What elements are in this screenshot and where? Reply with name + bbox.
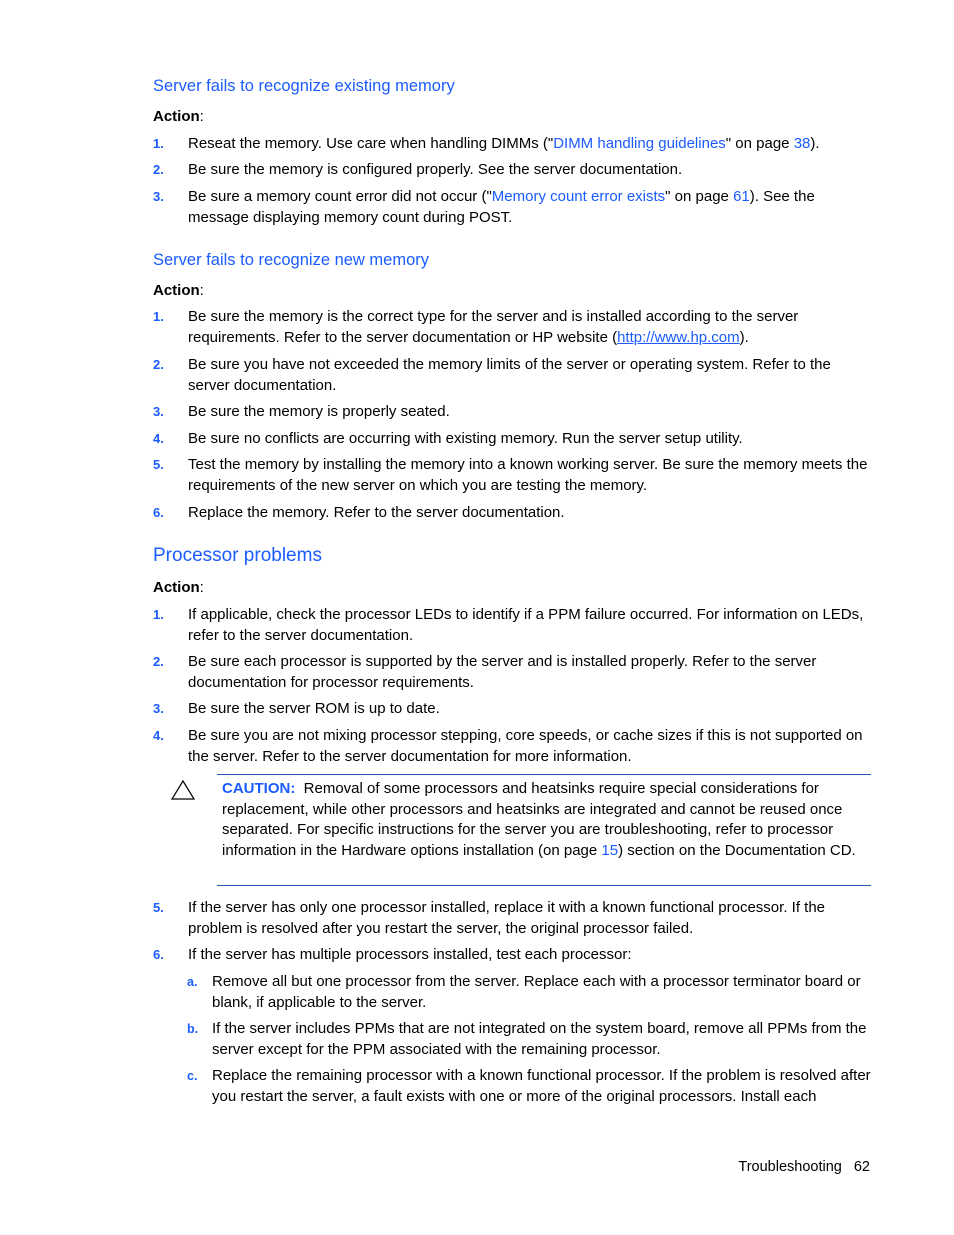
page-number: 62: [853, 1159, 870, 1175]
hp-website-link[interactable]: http://www.hp.com: [617, 328, 740, 346]
footer-section-name: Troubleshooting: [738, 1159, 842, 1175]
list-item: 1. Reseat the memory. Use care when handling DIMMs ("DIMM handling guidelines" on page 38).: [153, 135, 820, 152]
action-label: Action:: [153, 282, 204, 299]
list-item: 3. Be sure a memory count error did not occur ("Memory count error exists" on page 61). See the message displaying memory count during POST.: [153, 188, 815, 226]
page-38-link[interactable]: 38: [793, 135, 811, 152]
action-label: Action:: [153, 108, 204, 125]
list-item: 6. If the server has multiple processors installed, test each processor:: [153, 946, 632, 963]
heading-processor-problems: Processor problems: [153, 545, 322, 566]
warning-triangle-icon: [171, 780, 195, 800]
caution-text: CAUTION: Removal of some processors and heatsinks require special considerations for replacement, while other processors and heatsinks are integrated and cannot be reused once separated. For specific instructions for the server you are troubleshooting, refer to processor information in the Hardware options installation (on page 15) section on the Documentation CD.: [222, 780, 856, 859]
sub-list-item: a. Remove all but one processor from the server. Replace each with a processor terminator board or blank, if applicable to the server.: [187, 973, 861, 1011]
dimm-handling-link[interactable]: DIMM handling guidelines: [553, 135, 726, 152]
list-item: 5. Test the memory by installing the memory into a known working server. Be sure the memory meets the requirements of the new server on which you are testing the memory.: [153, 456, 868, 494]
list-item: 2. Be sure you have not exceeded the memory limits of the server or operating system. Refer to the server documentation.: [153, 356, 831, 394]
heading-new-memory: Server fails to recognize new memory: [153, 251, 430, 269]
list-item: 4. Be sure no conflicts are occurring with existing memory. Run the server setup utility.: [153, 430, 743, 447]
list-item: 5. If the server has only one processor installed, replace it with a known functional processor. If the problem is resolved after you restart the server, the original processor failed.: [153, 899, 826, 937]
list-item: 1. If applicable, check the processor LEDs to identify if a PPM failure occurred. For information on LEDs, refer to the server documentation.: [153, 606, 864, 644]
caution-label: CAUTION:: [222, 780, 296, 797]
list-item: 3. Be sure the memory is properly seated.: [153, 403, 450, 420]
sub-list-item: b. If the server includes PPMs that are not integrated on the system board, remove all PPMs from the server except for the PPM associated with the remaining processor.: [187, 1020, 867, 1058]
list-item: 2. Be sure each processor is supported by the server and is installed properly. Refer to the server documentation for processor requirements.: [153, 653, 817, 691]
list-item: 3. Be sure the server ROM is up to date.: [153, 700, 440, 717]
page-footer: [738, 1159, 870, 1175]
list-item: 1. Be sure the memory is the correct type for the server and is installed according to the server requirements. Refer to the server documentation or HP website (http://www.hp.com).: [153, 308, 799, 346]
page-15-link[interactable]: 15: [601, 841, 619, 859]
caution-box: [217, 774, 871, 886]
heading-existing-memory: Server fails to recognize existing memory: [153, 77, 455, 95]
list-item: 2. Be sure the memory is configured properly. See the server documentation.: [153, 161, 683, 178]
sub-list-item: c. Replace the remaining processor with a known functional processor. If the problem is resolved after you restart the server, a fault exists with one or more of the original processors. Install each: [187, 1067, 871, 1105]
page-61-link[interactable]: 61: [733, 188, 750, 205]
memory-count-error-link[interactable]: Memory count error exists: [491, 188, 666, 205]
action-label: Action:: [153, 579, 204, 596]
list-item: 4. Be sure you are not mixing processor stepping, core speeds, or cache sizes if this is not supported on the server. Refer to the server documentation for more information.: [153, 727, 863, 765]
list-item: 6. Replace the memory. Refer to the server documentation.: [153, 504, 565, 521]
